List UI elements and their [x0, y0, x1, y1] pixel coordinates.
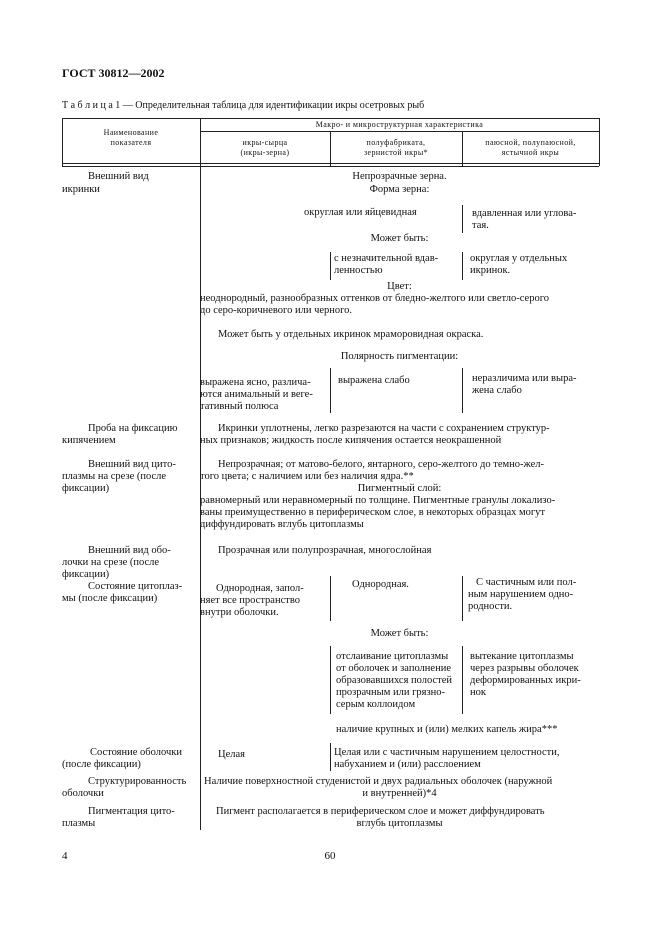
text-pigmentatsiya: Пигмент располагается в периферическом слое и может диффундировать [216, 806, 545, 817]
table-caption: Т а б л и ц а 1 — Определительная таблица для идентификации икры осетровых рыб [62, 100, 425, 111]
text-pigmentatsiya-2: вглубь цитоплазмы [356, 818, 443, 829]
page-number-center: 60 [324, 850, 336, 862]
text-kapli: наличие крупных и (или) мелких капель жира*** [336, 724, 558, 735]
text-nerazlichima: неразличима или выра- [472, 373, 577, 384]
text-pigment-label: Пигментный слой: [357, 483, 442, 494]
document-code: ГОСТ 30812—2002 [62, 66, 165, 80]
text-otslaivanie: отслаивание цитоплазмы [336, 651, 449, 662]
header-sub-border [200, 131, 599, 132]
text-s-neznachitelnoy: с незначительной вдав- [334, 253, 439, 264]
divider-forma [462, 205, 463, 233]
divider-polyarnost-2 [462, 368, 463, 413]
label-proba: Проба на фиксацию [88, 423, 178, 434]
text-tselaya-ili: Целая или с частичным нарушением целостности, [334, 747, 560, 758]
text-nerazlichima-2: жена слабо [472, 385, 522, 396]
header-pressed-caviar: паюсной, полупаюсной, ястычной икры [485, 138, 576, 157]
label-sostoyanie-cito: Состояние цитоплаз- [88, 581, 183, 592]
label-obolochki-3: фиксации) [62, 569, 110, 580]
label-pigmentatsiya-2: плазмы [62, 818, 96, 829]
label-proba-2: кипячением [62, 435, 116, 446]
text-neodnorodny-2: до серо-коричневого или черного. [200, 305, 353, 316]
text-neprozrachnye: Непрозрачные зерна. [352, 171, 447, 182]
label-strukt-2: оболочки [62, 788, 104, 799]
header-col-label: Наименование показателя [103, 128, 159, 147]
table-top-border [62, 118, 599, 119]
text-chastichnym-3: родности. [468, 601, 513, 612]
text-vdavlennaya: вдавленная или углова- [472, 208, 577, 219]
header-macro: Макро- и микроструктурная характеристика [315, 120, 484, 129]
text-vytekanie-4: нок [470, 687, 486, 698]
divider-otslaivanie-2 [462, 646, 463, 714]
header-raw-caviar: икры-сырца (икры-зерна) [240, 138, 290, 157]
label-citoplazma-2: плазмы на срезе (после [62, 471, 167, 482]
text-otslaivanie-3: образовавшихся полостей [336, 675, 453, 686]
text-otslaivanie-4: прозрачным или грязно- [336, 687, 445, 698]
text-mramor: Может быть у отдельных икринок мраморовидная окраска. [218, 329, 484, 340]
text-strukt-2: и внутренней)*4 [362, 788, 437, 799]
divider-mozhet-1 [330, 252, 331, 280]
text-vdavlennaya-2: тая. [472, 220, 489, 231]
label-pigmentatsiya: Пигментация цито- [88, 806, 175, 817]
label-sostoyanie-obol-2: (после фиксации) [62, 759, 141, 770]
text-s-neznachitelnoy-2: ленностью [334, 265, 383, 276]
text-otslaivanie-2: от оболочек и заполнение [336, 663, 451, 674]
text-vyrazhena-slabo: выражена слабо [338, 375, 410, 386]
text-polyarnost: Полярность пигментации: [340, 351, 459, 362]
text-mozhet-byt-1: Может быть: [370, 233, 429, 244]
label-citoplazma-3: фиксации) [62, 483, 110, 494]
text-vyrazhena-yasno-2: ются анимальный и веге- [200, 389, 313, 400]
text-proba-2: ных признаков; жидкость после кипячения остается неокрашенной [200, 435, 502, 446]
text-odnorodnaya-zapol-3: внутри оболочки. [200, 607, 279, 618]
text-odnorodnaya-zapol: Однородная, запол- [216, 583, 304, 594]
text-vyrazhena-yasno: выражена ясно, различа- [200, 377, 311, 388]
label-vneshniy-vid: Внешний вид [88, 171, 149, 182]
label-obolochki-2: лочки на срезе (после [62, 557, 160, 568]
header-bottom-border-2 [62, 166, 599, 167]
text-citoplazma: Непрозрачная; от матово-белого, янтарного, серо-желтого до темно-жел- [218, 459, 545, 470]
text-strukt: Наличие поверхностной студенистой и двух радиальных оболочек (наружной [204, 776, 553, 787]
text-vytekanie-3: деформированных икри- [470, 675, 581, 686]
label-vneshniy-vid-2: икринки [62, 184, 100, 195]
text-vyrazhena-yasno-3: тативный полюса [200, 401, 279, 412]
header-semi-product: полуфабриката, зернистой икры* [363, 138, 429, 157]
text-pigment: равномерный или неравномерный по толщине. Пигментные гранулы локализо- [200, 495, 556, 506]
label-obolochki: Внешний вид обо- [88, 545, 171, 556]
divider-sostoyanie-obol [330, 743, 331, 771]
text-chastichnym: С частичным или пол- [476, 577, 577, 588]
text-okruglaya-u-2: икринок. [470, 265, 511, 276]
text-pigment-3: диффундировать вглубь цитоплазмы [200, 519, 364, 530]
label-sostoyanie-obol: Состояние оболочки [90, 747, 182, 758]
text-okruglaya: округлая или яйцевидная [304, 207, 417, 218]
text-forma: Форма зерна: [369, 184, 430, 195]
text-odnorodnaya: Однородная. [352, 579, 409, 590]
label-citoplazma: Внешний вид цито- [88, 459, 176, 470]
text-tsvet: Цвет: [387, 281, 412, 292]
text-tselaya: Целая [218, 749, 245, 760]
text-vytekanie: вытекание цитоплазмы [470, 651, 574, 662]
divider-sostoyanie-1 [330, 576, 331, 621]
text-proba: Икринки уплотнены, легко разрезаются на части с сохранением структур- [218, 423, 550, 434]
text-mozhet-byt-2: Может быть: [370, 628, 429, 639]
text-neodnorodny: неоднородный, разнообразных оттенков от бледно-желтого или светло-серого [200, 293, 550, 304]
table-right-border [599, 118, 600, 166]
text-okruglaya-u: округлая у отдельных [470, 253, 568, 264]
label-strukt: Структурированность [88, 776, 187, 787]
text-odnorodnaya-zapol-2: няет все пространство [200, 595, 300, 606]
text-vytekanie-2: через разрывы оболочек [470, 663, 579, 674]
label-sostoyanie-cito-2: мы (после фиксации) [62, 593, 158, 604]
divider-otslaivanie-1 [330, 646, 331, 714]
text-tselaya-ili-2: набуханием и (или) расслоением [334, 759, 481, 770]
text-obolochki: Прозрачная или полупрозрачная, многослойная [218, 545, 432, 556]
text-pigment-2: ваны преимущественно в периферическом слое, в некоторых образцах могут [200, 507, 546, 518]
text-chastichnym-2: ным нарушением одно- [468, 589, 574, 600]
divider-mozhet-2 [462, 252, 463, 280]
divider-sostoyanie-2 [462, 576, 463, 621]
divider-polyarnost-1 [330, 368, 331, 413]
text-citoplazma-2: того цвета; с наличием или без наличия ядра.** [200, 471, 414, 482]
text-otslaivanie-5: серым коллоидом [336, 699, 416, 710]
page-number-left: 4 [62, 850, 68, 862]
